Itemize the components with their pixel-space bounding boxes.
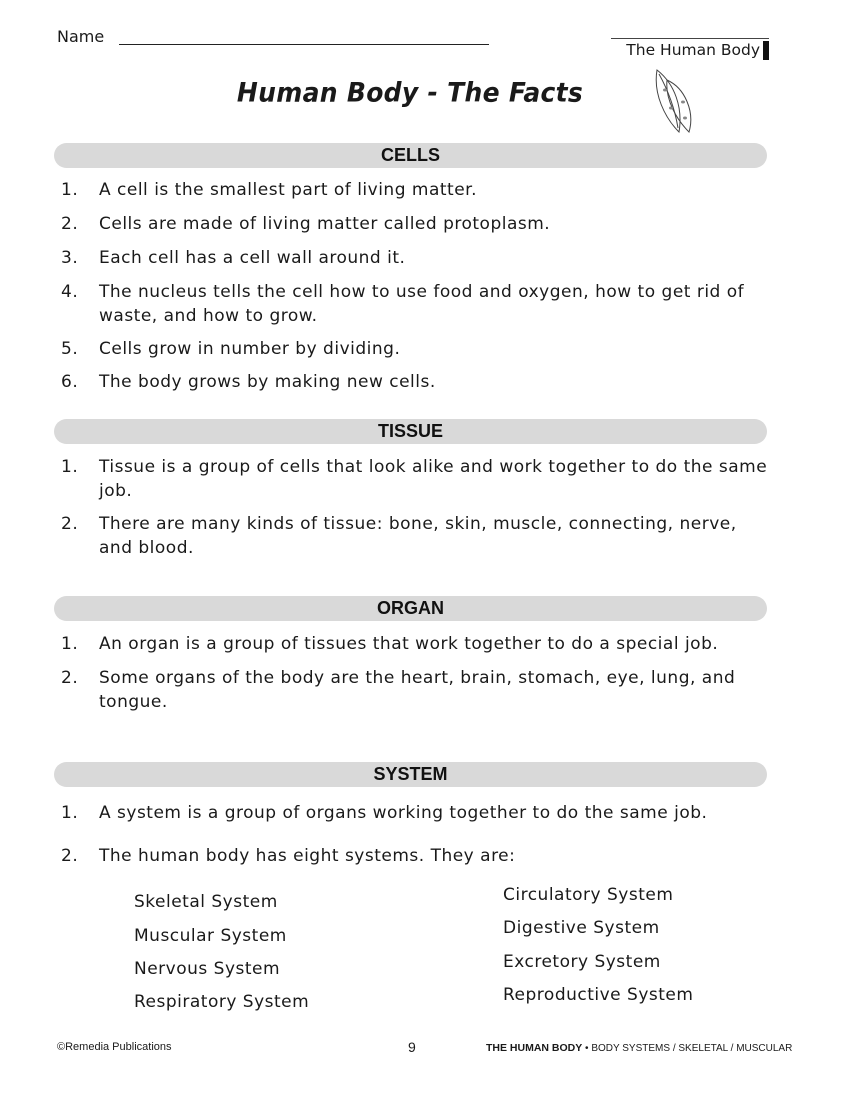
item-text: Cells grow in number by dividing. xyxy=(99,339,401,359)
book-title: THE HUMAN BODY xyxy=(486,1042,583,1054)
system-name: Reproductive System xyxy=(503,985,694,1005)
section-heading-organ: ORGAN xyxy=(54,596,767,621)
item-text: Some organs of the body are the heart, brain, stomach, eye, lung, and tongue. xyxy=(99,668,736,712)
item-number: 2. xyxy=(61,214,79,234)
item-number: 2. xyxy=(61,668,79,688)
item-number: 3. xyxy=(61,248,79,268)
section-heading-system: SYSTEM xyxy=(54,762,767,787)
section-heading-cells: CELLS xyxy=(54,143,767,168)
item-number: 1. xyxy=(61,634,79,654)
item-text: A system is a group of organs working together to do the same job. xyxy=(99,803,708,823)
system-name: Nervous System xyxy=(134,959,281,979)
book-footer xyxy=(486,1042,792,1054)
item-number: 4. xyxy=(61,282,79,302)
item-text: A cell is the smallest part of living matter. xyxy=(99,180,477,200)
item-text: Cells are made of living matter called protoplasm. xyxy=(99,214,551,234)
system-name: Excretory System xyxy=(503,952,661,972)
item-text: Each cell has a cell wall around it. xyxy=(99,248,406,268)
name-label: Name xyxy=(57,27,105,46)
item-number: 5. xyxy=(61,339,79,359)
item-number: 2. xyxy=(61,846,79,866)
item-text: An organ is a group of tissues that work together to do a special job. xyxy=(99,634,719,654)
topic-tag xyxy=(611,38,769,61)
item-text: Tissue is a group of cells that look alike and work together to do the same job. xyxy=(99,457,768,501)
item-number: 6. xyxy=(61,372,79,392)
cells-illustration-icon xyxy=(645,66,705,136)
item-number: 1. xyxy=(61,180,79,200)
system-name: Digestive System xyxy=(503,918,660,938)
item-text: There are many kinds of tissue: bone, skin, muscle, connecting, nerve, and blood. xyxy=(99,514,737,558)
publisher-credit: ©Remedia Publications xyxy=(57,1041,172,1053)
book-subtitle: BODY SYSTEMS / SKELETAL / MUSCULAR xyxy=(591,1043,793,1054)
system-name: Respiratory System xyxy=(134,992,310,1012)
page-title: Human Body - The Facts xyxy=(236,76,584,109)
footer-bullet: • xyxy=(585,1043,589,1054)
name-line xyxy=(119,44,489,45)
item-number: 1. xyxy=(61,457,79,477)
item-number: 1. xyxy=(61,803,79,823)
section-heading-tissue: TISSUE xyxy=(54,419,767,444)
item-number: 2. xyxy=(61,514,79,534)
item-text: The human body has eight systems. They are: xyxy=(99,846,516,866)
item-text: The body grows by making new cells. xyxy=(99,372,436,392)
item-text: The nucleus tells the cell how to use food and oxygen, how to get rid of waste, and how to grow. xyxy=(99,282,745,326)
topic-label: The Human Body xyxy=(626,41,760,59)
system-name: Circulatory System xyxy=(503,885,674,905)
system-name: Muscular System xyxy=(134,926,287,946)
page-number: 9 xyxy=(408,1039,416,1055)
system-name: Skeletal System xyxy=(134,892,278,912)
topic-bar xyxy=(763,41,769,60)
